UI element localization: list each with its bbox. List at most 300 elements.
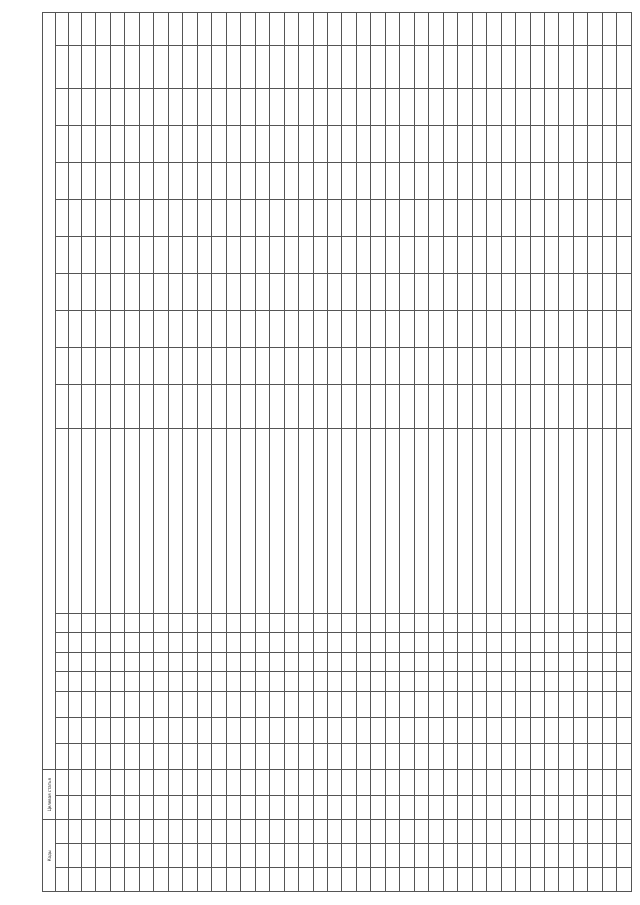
table-cell — [110, 672, 124, 692]
table-cell — [530, 672, 544, 692]
table-cell — [458, 200, 472, 237]
table-cell — [313, 89, 327, 126]
header-cell — [56, 311, 69, 348]
table-cell — [270, 796, 284, 820]
header-cell — [69, 633, 82, 653]
table-cell — [371, 796, 385, 820]
table-cell — [443, 274, 457, 311]
table-cell — [545, 385, 559, 429]
table-cell — [472, 796, 486, 820]
table-cell — [327, 385, 341, 429]
table-cell — [472, 348, 486, 385]
table-cell — [313, 274, 327, 311]
table-cell — [530, 844, 544, 868]
table-cell — [139, 45, 153, 89]
table-cell — [342, 348, 356, 385]
table-cell — [154, 89, 168, 126]
header-cell — [69, 311, 82, 348]
table-cell — [588, 613, 602, 633]
row-description-cell — [443, 428, 457, 613]
table-cell — [617, 672, 632, 692]
table-cell — [82, 311, 96, 348]
table-cell — [212, 45, 226, 89]
table-cell — [327, 744, 341, 770]
table-cell — [487, 770, 501, 796]
table-cell — [183, 237, 197, 274]
header-cell — [56, 744, 69, 770]
header-cell — [56, 691, 69, 717]
table-cell — [139, 13, 153, 46]
table-cell — [241, 237, 255, 274]
header-cell — [69, 89, 82, 126]
table-cell — [226, 770, 240, 796]
table-cell — [226, 163, 240, 200]
table-cell — [458, 868, 472, 892]
header-cell — [69, 718, 82, 744]
table-cell — [472, 237, 486, 274]
table-cell — [327, 652, 341, 672]
header-cell — [56, 237, 69, 274]
table-cell — [168, 672, 182, 692]
table-cell — [458, 844, 472, 868]
table-cell — [110, 385, 124, 429]
table-cell — [197, 844, 211, 868]
table-cell — [429, 45, 443, 89]
table-cell — [270, 613, 284, 633]
table-cell — [617, 844, 632, 868]
table-cell — [588, 126, 602, 163]
table-cell — [96, 718, 110, 744]
table-cell — [472, 385, 486, 429]
table-cell — [385, 652, 399, 672]
table-cell — [139, 718, 153, 744]
table-cell — [501, 13, 515, 46]
table-cell — [602, 844, 616, 868]
table-cell — [501, 348, 515, 385]
table-cell — [516, 89, 530, 126]
table-cell — [559, 652, 573, 672]
table-cell — [241, 633, 255, 653]
table-cell — [183, 770, 197, 796]
table-cell — [414, 13, 428, 46]
table-cell — [602, 770, 616, 796]
table-cell — [385, 868, 399, 892]
table-cell — [241, 200, 255, 237]
header-cell — [56, 45, 69, 89]
table-cell — [110, 200, 124, 237]
table-cell — [154, 613, 168, 633]
table-cell — [573, 274, 587, 311]
table-cell — [429, 672, 443, 692]
table-cell — [327, 163, 341, 200]
table-cell — [241, 613, 255, 633]
table-cell — [96, 613, 110, 633]
table-cell — [212, 311, 226, 348]
header-cell — [56, 718, 69, 744]
table-cell — [212, 163, 226, 200]
table-cell — [139, 672, 153, 692]
table-cell — [559, 311, 573, 348]
table-cell — [588, 237, 602, 274]
table-cell — [371, 274, 385, 311]
table-cell — [559, 868, 573, 892]
table-cell — [371, 385, 385, 429]
table-cell — [429, 613, 443, 633]
table-cell — [472, 13, 486, 46]
table-cell — [573, 718, 587, 744]
row-description-cell — [226, 428, 240, 613]
table-cell — [516, 633, 530, 653]
table-body — [82, 13, 632, 892]
table-cell — [472, 868, 486, 892]
table-cell — [255, 200, 269, 237]
table-cell — [573, 796, 587, 820]
row-description-cell — [270, 428, 284, 613]
header-cell — [69, 691, 82, 717]
table-cell — [617, 796, 632, 820]
table-cell — [588, 45, 602, 89]
table-cell — [139, 770, 153, 796]
table-cell — [472, 89, 486, 126]
table-cell — [255, 718, 269, 744]
table-cell — [443, 13, 457, 46]
table-cell — [371, 691, 385, 717]
table-cell — [545, 274, 559, 311]
table-cell — [458, 348, 472, 385]
table-cell — [168, 744, 182, 770]
table-cell — [241, 844, 255, 868]
table-cell — [284, 126, 298, 163]
header-cell — [56, 672, 69, 692]
table-cell — [443, 796, 457, 820]
table-cell — [183, 633, 197, 653]
table-cell — [443, 613, 457, 633]
rotated-table-viewport — [42, 12, 632, 892]
table-cell — [342, 45, 356, 89]
table-cell — [400, 770, 414, 796]
table-cell — [299, 868, 313, 892]
table-cell — [270, 274, 284, 311]
table-cell — [472, 274, 486, 311]
table-cell — [487, 200, 501, 237]
table-cell — [545, 89, 559, 126]
table-cell — [487, 691, 501, 717]
table-cell — [284, 311, 298, 348]
header-cell — [56, 385, 69, 429]
table-cell — [255, 13, 269, 46]
table-cell — [154, 13, 168, 46]
table-cell — [602, 385, 616, 429]
table-cell — [110, 311, 124, 348]
table-cell — [197, 691, 211, 717]
table-cell — [371, 868, 385, 892]
table-cell — [313, 13, 327, 46]
table-cell — [168, 274, 182, 311]
table-cell — [356, 385, 370, 429]
table-cell — [327, 200, 341, 237]
table-cell — [284, 13, 298, 46]
table-cell — [197, 163, 211, 200]
table-cell — [313, 691, 327, 717]
table-row — [168, 13, 182, 892]
table-cell — [516, 718, 530, 744]
table-cell — [472, 311, 486, 348]
table-cell — [270, 45, 284, 89]
row-description-cell — [501, 428, 515, 613]
table-cell — [154, 274, 168, 311]
table-cell — [313, 237, 327, 274]
table-cell — [530, 89, 544, 126]
table-cell — [487, 633, 501, 653]
table-cell — [530, 237, 544, 274]
table-cell — [284, 200, 298, 237]
table-cell — [472, 770, 486, 796]
table-row — [501, 13, 515, 892]
table-cell — [255, 163, 269, 200]
table-cell — [327, 89, 341, 126]
table-cell — [125, 348, 139, 385]
table-cell — [458, 13, 472, 46]
table-cell — [183, 820, 197, 844]
table-cell — [602, 45, 616, 89]
table-row — [458, 13, 472, 892]
table-cell — [573, 45, 587, 89]
table-cell — [573, 652, 587, 672]
table-cell — [588, 691, 602, 717]
table-row — [255, 13, 269, 892]
table-cell — [313, 200, 327, 237]
table-cell — [356, 126, 370, 163]
table-cell — [371, 200, 385, 237]
table-cell — [516, 652, 530, 672]
table-cell — [588, 652, 602, 672]
table-cell — [96, 633, 110, 653]
row-description-cell — [530, 428, 544, 613]
table-cell — [299, 385, 313, 429]
table-cell — [212, 796, 226, 820]
table-cell — [617, 237, 632, 274]
table-cell — [385, 89, 399, 126]
table-cell — [313, 126, 327, 163]
table-cell — [168, 348, 182, 385]
table-cell — [241, 672, 255, 692]
table-cell — [588, 385, 602, 429]
table-cell — [559, 45, 573, 89]
table-cell — [299, 311, 313, 348]
table-cell — [342, 744, 356, 770]
row-description-cell — [154, 428, 168, 613]
table-cell — [487, 237, 501, 274]
table-cell — [82, 744, 96, 770]
table-cell — [356, 274, 370, 311]
table-cell — [400, 672, 414, 692]
table-cell — [400, 652, 414, 672]
table-cell — [168, 126, 182, 163]
table-cell — [82, 13, 96, 46]
table-cell — [443, 126, 457, 163]
table-row — [617, 13, 632, 892]
table-cell — [516, 744, 530, 770]
table-row — [110, 13, 124, 892]
table-cell — [82, 89, 96, 126]
table-cell — [385, 844, 399, 868]
table-cell — [82, 274, 96, 311]
table-cell — [573, 613, 587, 633]
table-cell — [588, 868, 602, 892]
table-cell — [530, 820, 544, 844]
table-cell — [573, 820, 587, 844]
header-cell — [56, 428, 69, 613]
table-cell — [125, 13, 139, 46]
table-cell — [371, 126, 385, 163]
table-cell — [110, 45, 124, 89]
table-cell — [472, 820, 486, 844]
table-cell — [545, 311, 559, 348]
table-cell — [371, 770, 385, 796]
table-cell — [443, 820, 457, 844]
table-cell — [530, 796, 544, 820]
table-cell — [385, 385, 399, 429]
table-cell — [458, 796, 472, 820]
table-cell — [82, 844, 96, 868]
table-cell — [154, 844, 168, 868]
table-cell — [588, 89, 602, 126]
table-cell — [559, 796, 573, 820]
table-cell — [183, 13, 197, 46]
table-row — [588, 13, 602, 892]
header-cell — [69, 126, 82, 163]
table-cell — [125, 274, 139, 311]
table-cell — [96, 385, 110, 429]
table-cell — [183, 691, 197, 717]
table-cell — [110, 718, 124, 744]
table-cell — [284, 348, 298, 385]
table-cell — [530, 13, 544, 46]
table-cell — [168, 718, 182, 744]
table-cell — [602, 311, 616, 348]
table-cell — [226, 237, 240, 274]
table-cell — [270, 348, 284, 385]
table-row — [226, 13, 240, 892]
table-cell — [501, 633, 515, 653]
table-cell — [313, 45, 327, 89]
table-cell — [241, 385, 255, 429]
table-cell — [168, 633, 182, 653]
table-cell — [96, 13, 110, 46]
table-cell — [516, 13, 530, 46]
table-row — [530, 13, 544, 892]
table-cell — [516, 820, 530, 844]
table-cell — [96, 200, 110, 237]
table-cell — [573, 691, 587, 717]
table-cell — [545, 744, 559, 770]
table-cell — [110, 163, 124, 200]
table-cell — [82, 126, 96, 163]
table-cell — [487, 844, 501, 868]
table-cell — [516, 385, 530, 429]
table-cell — [573, 770, 587, 796]
table-cell — [458, 770, 472, 796]
header-cell — [69, 163, 82, 200]
table-cell — [284, 691, 298, 717]
row-description-cell — [400, 428, 414, 613]
table-cell — [501, 672, 515, 692]
table-cell — [255, 633, 269, 653]
table-cell — [212, 200, 226, 237]
table-cell — [602, 672, 616, 692]
table-row — [212, 13, 226, 892]
table-cell — [197, 311, 211, 348]
table-cell — [96, 45, 110, 89]
table-cell — [458, 163, 472, 200]
table-cell — [226, 844, 240, 868]
table-cell — [270, 163, 284, 200]
table-cell — [327, 311, 341, 348]
table-cell — [183, 796, 197, 820]
table-cell — [559, 820, 573, 844]
table-cell — [96, 237, 110, 274]
table-cell — [400, 868, 414, 892]
table-cell — [573, 311, 587, 348]
table-cell — [458, 385, 472, 429]
row-description-cell — [602, 428, 616, 613]
table-cell — [125, 126, 139, 163]
table-cell — [414, 163, 428, 200]
table-cell — [617, 820, 632, 844]
table-cell — [125, 200, 139, 237]
table-row — [385, 13, 399, 892]
table-cell — [530, 45, 544, 89]
table-row — [472, 13, 486, 892]
table-cell — [458, 613, 472, 633]
table-cell — [545, 348, 559, 385]
table-cell — [327, 820, 341, 844]
table-cell — [226, 89, 240, 126]
table-cell — [443, 718, 457, 744]
table-cell — [472, 844, 486, 868]
table-cell — [110, 89, 124, 126]
row-description-cell — [183, 428, 197, 613]
table-cell — [255, 45, 269, 89]
table-row — [545, 13, 559, 892]
table-cell — [226, 691, 240, 717]
table-cell — [472, 691, 486, 717]
table-cell — [429, 348, 443, 385]
table-cell — [183, 718, 197, 744]
table-cell — [327, 613, 341, 633]
table-cell — [356, 13, 370, 46]
table-cell — [82, 796, 96, 820]
table-cell — [545, 633, 559, 653]
table-cell — [270, 126, 284, 163]
table-cell — [125, 744, 139, 770]
row-description-cell — [617, 428, 632, 613]
table-cell — [183, 744, 197, 770]
table-cell — [327, 672, 341, 692]
table-cell — [487, 13, 501, 46]
table-cell — [559, 385, 573, 429]
table-cell — [429, 633, 443, 653]
table-cell — [414, 672, 428, 692]
table-cell — [313, 348, 327, 385]
table-cell — [342, 844, 356, 868]
row-description-cell — [96, 428, 110, 613]
table-cell — [299, 200, 313, 237]
table-cell — [183, 652, 197, 672]
table-cell — [617, 868, 632, 892]
table-cell — [400, 163, 414, 200]
table-cell — [602, 868, 616, 892]
